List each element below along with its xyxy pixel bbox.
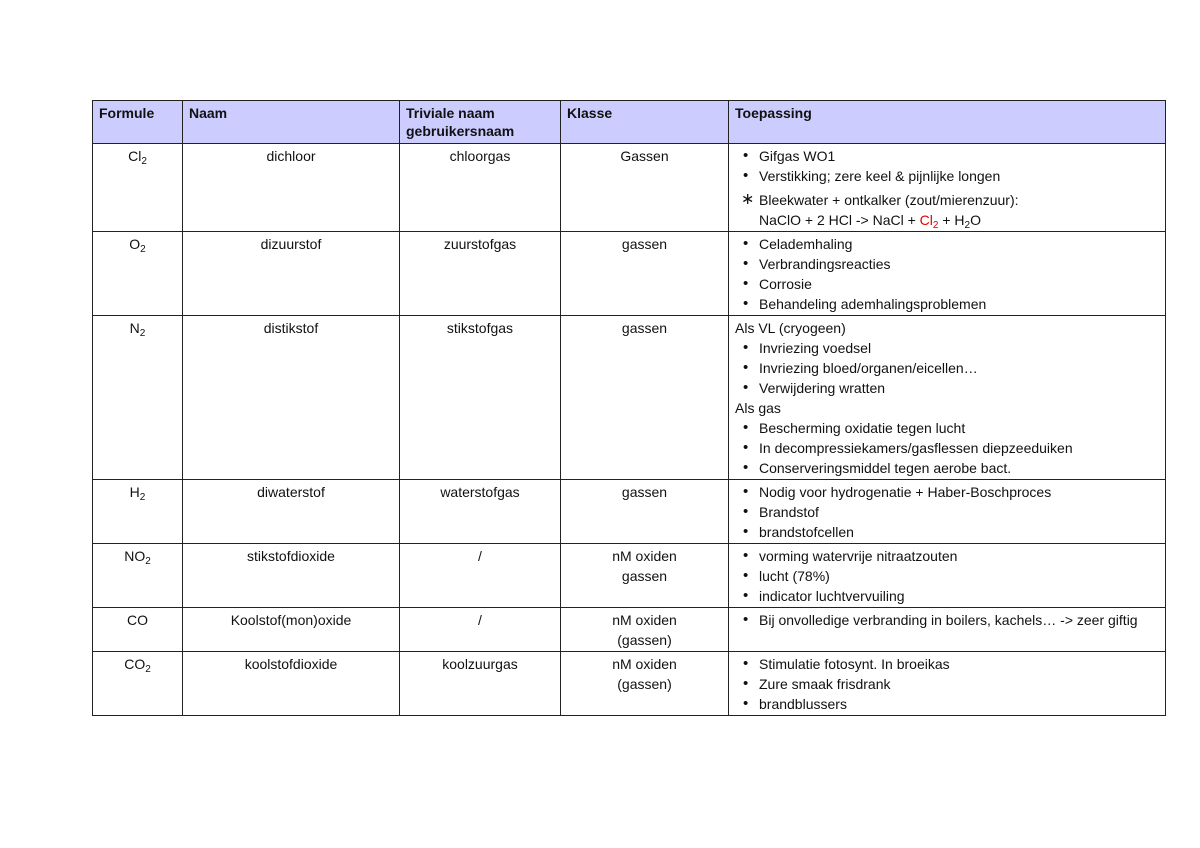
list-item: • Invriezing bloed/organen/eicellen…: [735, 358, 1159, 378]
toepassing-list: [735, 482, 1159, 542]
cell-toepassing: [729, 232, 1166, 316]
cell-formule: [93, 544, 183, 608]
list-item: • indicator luchtvervuiling: [735, 586, 1159, 606]
formula-base: O: [129, 236, 141, 252]
formula-subscript: 2: [141, 156, 147, 167]
table-row: [93, 652, 1166, 716]
table-row: [93, 544, 1166, 608]
toepassing-list: [735, 418, 1159, 478]
header-row: [93, 101, 1166, 144]
toepassing-list: [735, 146, 1159, 210]
equation-part: O: [970, 212, 981, 228]
list-item: • Nodig voor hydrogenatie + Haber-Boschproces: [735, 482, 1159, 502]
cell-formule: [93, 652, 183, 716]
document-page: [92, 100, 1166, 716]
klasse-line: (gassen): [617, 632, 672, 648]
header-klasse: Klasse: [561, 101, 729, 144]
list-item: • brandstofcellen: [735, 522, 1159, 542]
cell-klasse: [561, 652, 729, 716]
equation-part: NaClO + 2 HCl -> NaCl +: [759, 212, 920, 228]
list-item: • Gifgas WO1: [735, 146, 1159, 166]
formula-base: H: [129, 484, 140, 500]
header-formule: Formule: [93, 101, 183, 144]
toepassing-list: [735, 234, 1159, 314]
chemical-table: [92, 100, 1166, 716]
cell-triviale-naam: waterstofgas: [400, 480, 561, 544]
cell-klasse: [561, 480, 729, 544]
list-item: • Corrosie: [735, 274, 1159, 294]
cell-toepassing: [729, 608, 1166, 652]
formula-base: CO: [124, 656, 146, 672]
table-row: [93, 480, 1166, 544]
klasse-line: gassen: [621, 568, 668, 584]
cell-klasse: [561, 544, 729, 608]
cell-naam: dichloor: [183, 144, 400, 232]
klasse-line: gassen: [621, 484, 668, 500]
cell-klasse: [561, 232, 729, 316]
list-item: • Celademhaling: [735, 234, 1159, 254]
klasse-line: nM oxiden: [612, 656, 677, 672]
formula-subscript: 2: [139, 328, 146, 339]
equation-part: + H: [938, 212, 965, 228]
formula-base: Cl: [128, 148, 142, 164]
header-triviale-line2: gebruikersnaam: [406, 123, 515, 139]
list-item: • lucht (78%): [735, 566, 1159, 586]
formula-subscript: 2: [139, 492, 146, 503]
toepassing-heading: Als gas: [735, 400, 781, 416]
list-item: • In decompressiekamers/gasflessen diepzeeduiken: [735, 438, 1159, 458]
cell-triviale-naam: koolzuurgas: [400, 652, 561, 716]
toepassing-list: [735, 654, 1159, 714]
header-triviale-line1: Triviale naam: [406, 105, 495, 121]
cell-naam: diwaterstof: [183, 480, 400, 544]
cell-triviale-naam: zuurstofgas: [400, 232, 561, 316]
cell-toepassing: [729, 480, 1166, 544]
list-item: • Verwijdering wratten: [735, 378, 1159, 398]
klasse-line: nM oxiden: [612, 548, 677, 564]
list-item: • Verstikking; zere keel & pijnlijke longen: [735, 166, 1159, 186]
toepassing-heading: Als VL (cryogeen): [735, 320, 846, 336]
klasse-line: nM oxiden: [612, 612, 677, 628]
cell-klasse: [561, 316, 729, 480]
cell-formule: [93, 480, 183, 544]
cell-formule: [93, 144, 183, 232]
cell-triviale-naam: /: [400, 608, 561, 652]
cell-naam: dizuurstof: [183, 232, 400, 316]
table-row: [93, 608, 1166, 652]
formula-base: N: [129, 320, 140, 336]
klasse-line: (gassen): [617, 676, 672, 692]
equation-highlight: [919, 212, 939, 231]
list-item: • vorming watervrije nitraatzouten: [735, 546, 1159, 566]
toepassing-list: [735, 610, 1159, 630]
equation-highlight-base: Cl: [919, 212, 933, 228]
formula-base: NO: [124, 548, 146, 564]
list-item: • Bij onvolledige verbranding in boilers, kachels… -> zeer giftig: [735, 610, 1159, 630]
list-item: • Behandeling ademhalingsproblemen: [735, 294, 1159, 314]
klasse-line: gassen: [621, 236, 668, 252]
cell-triviale-naam: /: [400, 544, 561, 608]
formula-subscript: 2: [145, 556, 151, 567]
formula-base: CO: [127, 612, 148, 628]
header-toepassing: Toepassing: [729, 101, 1166, 144]
cell-toepassing: [729, 316, 1166, 480]
cell-klasse: [561, 608, 729, 652]
table-row: [93, 144, 1166, 232]
list-item: • Brandstof: [735, 502, 1159, 522]
cell-klasse: [561, 144, 729, 232]
list-item: • Invriezing voedsel: [735, 338, 1159, 358]
table-row: [93, 316, 1166, 480]
list-item: • Conserveringsmiddel tegen aerobe bact.: [735, 458, 1159, 478]
cell-toepassing: [729, 652, 1166, 716]
header-triviale-naam: [400, 101, 561, 144]
list-item: • Verbrandingsreacties: [735, 254, 1159, 274]
cell-naam: distikstof: [183, 316, 400, 480]
list-item: • brandblussers: [735, 694, 1159, 714]
toepassing-list: [735, 338, 1159, 398]
formula-subscript: 2: [140, 244, 146, 255]
header-naam: Naam: [183, 101, 400, 144]
cell-formule: [93, 232, 183, 316]
cell-formule: [93, 316, 183, 480]
equation-highlight-subscript: 2: [932, 220, 939, 231]
klasse-line: gassen: [621, 320, 668, 336]
list-item: • Zure smaak frisdrank: [735, 674, 1159, 694]
formula-subscript: 2: [145, 664, 151, 675]
cell-triviale-naam: stikstofgas: [400, 316, 561, 480]
klasse-line: Gassen: [620, 148, 669, 164]
table-row: [93, 232, 1166, 316]
cell-naam: koolstofdioxide: [183, 652, 400, 716]
list-item: • Stimulatie fotosynt. In broeikas: [735, 654, 1159, 674]
reaction-equation: [735, 210, 1159, 230]
list-item-star: ∗ Bleekwater + ontkalker (zout/mierenzuur):: [735, 190, 1159, 210]
cell-naam: stikstofdioxide: [183, 544, 400, 608]
cell-toepassing: [729, 544, 1166, 608]
cell-formule: [93, 608, 183, 652]
cell-naam: Koolstof(mon)oxide: [183, 608, 400, 652]
cell-toepassing: [729, 144, 1166, 232]
cell-triviale-naam: chloorgas: [400, 144, 561, 232]
list-item: • Bescherming oxidatie tegen lucht: [735, 418, 1159, 438]
equation-subscript: 2: [964, 220, 971, 231]
toepassing-list: [735, 546, 1159, 606]
